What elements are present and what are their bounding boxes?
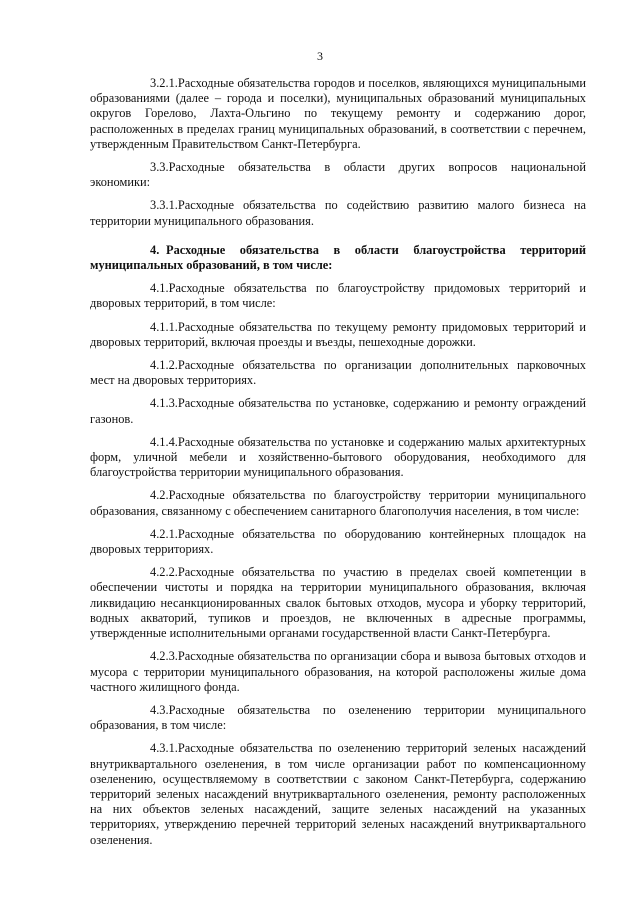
paragraph-text: Расходные обязательства по установке и содержанию малых архитектурных форм, уличной мебели и хозяйственно-бытового оборудования, необходимого для благоустройства территории муниципального образования. <box>90 434 586 480</box>
paragraph-number: 4.2.2. <box>150 565 178 580</box>
paragraph-text: Расходные обязательства по текущему ремонту придомовых территорий и дворовых территорий, включая проезды и въезды, пешеходные дорожки. <box>90 319 586 349</box>
paragraph-number: 4.1.1. <box>150 319 178 334</box>
paragraph-text: Расходные обязательства по организации сбора и вывоза бытовых отходов и мусора с территории муниципального образования, на которой расположены жилые дома частного жилищного фонда. <box>90 649 586 694</box>
paragraph-text: Расходные обязательства городов и поселков, являющихся муниципальными образованиями (далее – города и поселки), муниципальных образований муниципальных округов Горелово, Лахта-Ольгино по текущему ремонту и содержанию дорог, расположенных в пределах границ муниципальных образований, в соответствии с перечнем, утвержденным Правительством Санкт-Петербурга. <box>90 76 586 151</box>
paragraph-4-1 <box>90 281 586 311</box>
paragraph-number: 4.3.1. <box>150 741 178 756</box>
paragraph-number: 4.2.1. <box>150 526 178 541</box>
paragraph-text: Расходные обязательства по оборудованию контейнерных площадок на дворовых территориях. <box>90 526 586 557</box>
paragraph-number: 4. <box>150 242 160 257</box>
paragraph-4-1-3 <box>90 396 586 426</box>
paragraph-4-2-2 <box>90 565 586 641</box>
paragraph-text: Расходные обязательства по установке, содержанию и ремонту ограждений газонов. <box>90 396 586 426</box>
paragraph-4-1-4 <box>90 435 586 481</box>
paragraph-4-3-1 <box>90 741 586 847</box>
paragraph-number: 3.2.1. <box>150 76 178 90</box>
paragraph-3-3 <box>90 160 586 190</box>
paragraph-text: Расходные обязательства в области других вопросов национальной экономики: <box>90 160 586 190</box>
paragraph-4-1-1 <box>90 320 586 350</box>
paragraph-number: 4.2. <box>150 488 169 503</box>
paragraph-text: Расходные обязательства по озеленению территорий зеленых насаждений внутриквартального озеленения, в том числе организации работ по компенсационному озеленению, осуществляемому в соответствии с законом Санкт-Петербурга, содержанию территорий зеленых насаждений внутриквартального озеленения, ремонту расположенных на них объектов зеленых насаждений, защите зеленых насаждений на указанных территориях, утверждению перечней территорий зеленых насаждений внутриквартального озеленения. <box>90 741 586 847</box>
paragraph-text: Расходные обязательства по озеленению территории муниципального образования, в том числе: <box>90 702 586 733</box>
paragraph-4-3 <box>90 703 586 733</box>
paragraph-4-2 <box>90 488 586 518</box>
section-heading-4 <box>90 243 586 273</box>
paragraph-number: 3.3. <box>150 160 169 175</box>
paragraph-text: Расходные обязательства в области благоустройства территорий муниципальных образований, в том числе: <box>90 242 586 273</box>
paragraph-4-2-3 <box>90 649 586 695</box>
paragraph-text: Расходные обязательства по благоустройству придомовых территорий и дворовых территорий, в том числе: <box>90 281 586 311</box>
page-number: 3 <box>317 49 323 63</box>
paragraph-number: 4.2.3. <box>150 649 178 664</box>
paragraph-3-2-1 <box>90 76 586 152</box>
paragraph-number: 3.3.1. <box>150 198 178 213</box>
paragraph-text: Расходные обязательства по участию в пределах своей компетенции в обеспечении чистоты и порядка на территории муниципального образования, включая ликвидацию несанкционированных свалок бытовых отходов, мусора и уборку территорий, водных акваторий, тупиков и проездов, не включенных в адресные программы, утвержденные исполнительными органами государственной власти Санкт-Петербурга. <box>90 565 586 641</box>
document-body <box>90 76 586 856</box>
paragraph-number: 4.1.4. <box>150 434 178 449</box>
paragraph-number: 4.1. <box>150 281 169 296</box>
paragraph-number: 4.1.3. <box>150 396 178 411</box>
paragraph-text: Расходные обязательства по содействию развитию малого бизнеса на территории муниципального образования. <box>90 198 586 228</box>
paragraph-3-3-1 <box>90 198 586 228</box>
paragraph-number: 4.1.2. <box>150 358 178 373</box>
paragraph-4-2-1 <box>90 527 586 557</box>
paragraph-number: 4.3. <box>150 702 169 717</box>
paragraph-text: Расходные обязательства по благоустройству территории муниципального образования, связанному с обеспечением санитарного благополучия населения, в том числе: <box>90 488 586 518</box>
paragraph-text: Расходные обязательства по организации дополнительных парковочных мест на дворовых территориях. <box>90 358 586 388</box>
paragraph-4-1-2 <box>90 358 586 388</box>
